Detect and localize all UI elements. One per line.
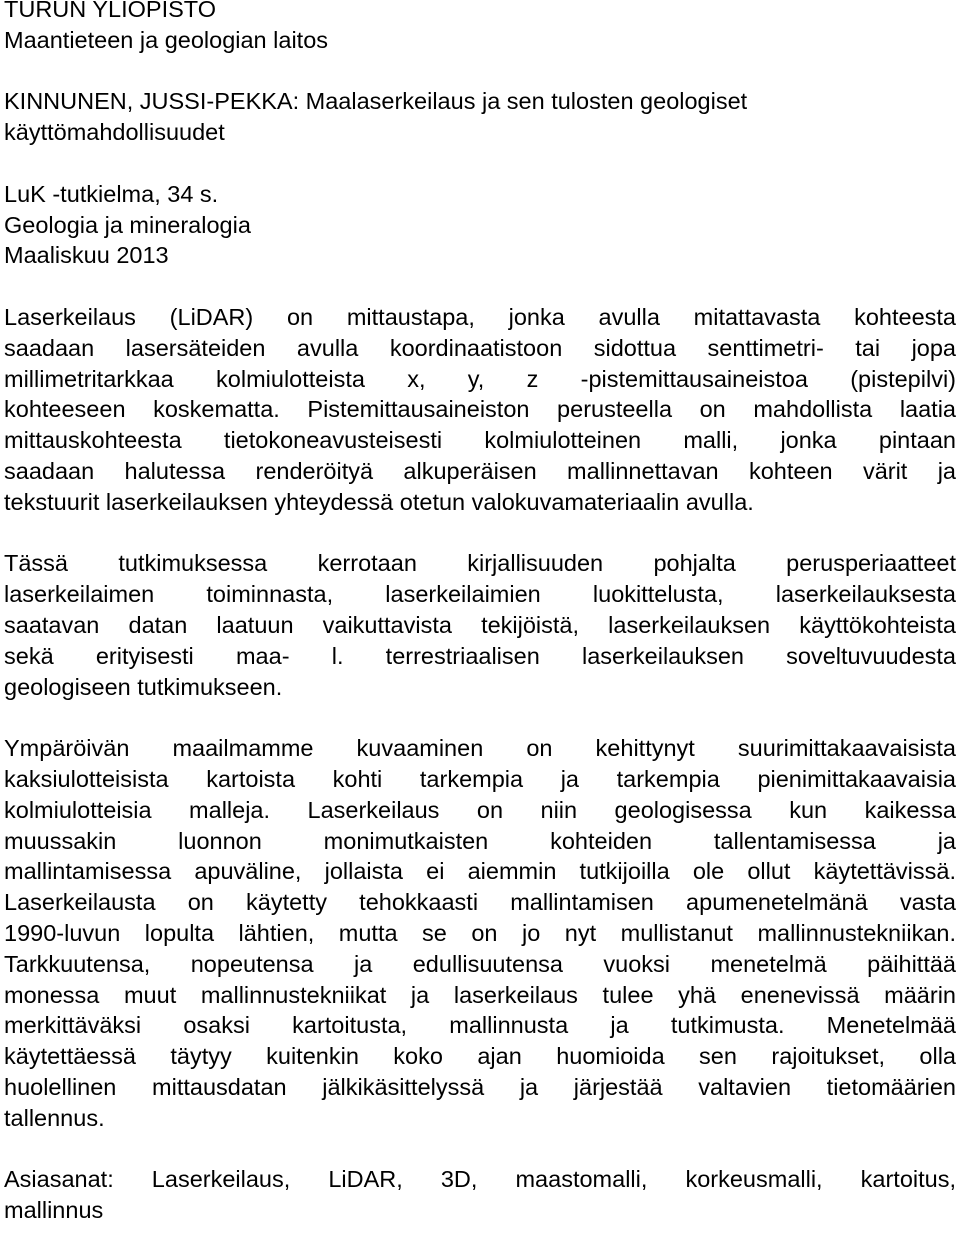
abstract-line: laserkeilaimen toiminnasta, laserkeilaimien luokittelusta, laserkeilauksesta <box>4 581 956 608</box>
abstract-line: Laserkeilaus (LiDAR) on mittaustapa, jonka avulla mitattavasta kohteesta <box>4 303 956 330</box>
keywords-block <box>4 1164 956 1226</box>
document-page <box>4 0 956 1226</box>
university-name: TURUN YLIOPISTO <box>4 0 216 22</box>
abstract-line: Ympäröivän maailmamme kuvaaminen on kehittynyt suurimittakaavaisista <box>4 735 956 762</box>
abstract-line: geologiseen tutkimukseen. <box>4 673 283 700</box>
abstract-paragraph-3 <box>4 733 956 1133</box>
abstract-line: muussakin luonnon monimutkaisten kohteiden tallentamisessa ja <box>4 827 956 854</box>
abstract-line: tekstuurit laserkeilauksen yhteydessä otetun valokuvamateriaalin avulla. <box>4 488 754 515</box>
author-title-line-2: käyttömahdollisuudet <box>4 119 225 146</box>
spacer <box>4 518 956 549</box>
spacer <box>4 148 956 179</box>
abstract-line: mallintamisessa apuväline, jollaista ei aiemmin tutkijoilla ole ollut käytettävissä. <box>4 858 956 885</box>
keywords-line: Asiasanat: Laserkeilaus, LiDAR, 3D, maastomalli, korkeusmalli, kartoitus, <box>4 1166 956 1193</box>
thesis-subject: Geologia ja mineralogia <box>4 211 251 238</box>
abstract-line: kohteeseen koskematta. Pistemittausaineiston perusteella on mahdollista laatia <box>4 396 956 423</box>
abstract-line: kolmiulotteisia malleja. Laserkeilaus on niin geologisessa kun kaikessa <box>4 796 956 823</box>
abstract-line: saadaan lasersäteiden avulla koordinaatistoon sidottua senttimetri- tai jopa <box>4 334 956 361</box>
department-name: Maantieteen ja geologian laitos <box>4 26 329 53</box>
abstract-line: millimetritarkkaa kolmiulotteista x, y, z -pistemittausaineistoa (pistepilvi) <box>4 365 956 392</box>
abstract-line: Tarkkuutensa, nopeutensa ja edullisuutensa vuoksi menetelmä päihittää <box>4 950 956 977</box>
abstract-line: mittauskohteesta tietokoneavusteisesti kolmiulotteinen malli, jonka pintaan <box>4 427 956 454</box>
spacer <box>4 702 956 733</box>
author-title-line-1: KINNUNEN, JUSSI-PEKKA: Maalaserkeilaus ja sen tulosten geologiset <box>4 88 748 115</box>
abstract-line: Laserkeilausta on käytetty tehokkaasti mallintamisen apumenetelmänä vasta <box>4 889 956 916</box>
thesis-date: Maaliskuu 2013 <box>4 242 169 269</box>
abstract-line: tallennus. <box>4 1104 105 1131</box>
spacer <box>4 56 956 87</box>
abstract-line: käytettäessä täytyy kuitenkin koko ajan huomioida sen rajoitukset, olla <box>4 1043 956 1070</box>
abstract-line: saatavan datan laatuun vaikuttavista tekijöistä, laserkeilauksen käyttökohteista <box>4 611 956 638</box>
abstract-paragraph-2 <box>4 548 956 702</box>
abstract-line: kaksiulotteisista kartoista kohti tarkempia ja tarkempia pienimittakaavaisia <box>4 765 956 792</box>
abstract-line: 1990-luvun lopulta lähtien, mutta se on jo nyt mullistanut mallinnustekniikan. <box>4 919 956 946</box>
abstract-line: saadaan halutessa renderöityä alkuperäisen mallinnettavan kohteen värit ja <box>4 457 956 484</box>
abstract-line: Tässä tutkimuksessa kerrotaan kirjallisuuden pohjalta perusperiaatteet <box>4 550 956 577</box>
spacer <box>4 271 956 302</box>
abstract-line: huolellinen mittausdatan jälkikäsittelyssä ja järjestää valtavien tietomäärien <box>4 1073 956 1100</box>
spacer <box>4 1133 956 1164</box>
abstract-line: sekä erityisesti maa- l. terrestriaalisen laserkeilauksen soveltuvuudesta <box>4 642 956 669</box>
thesis-type-pages: LuK -tutkielma, 34 s. <box>4 180 219 207</box>
abstract-line: merkittäväksi osaksi kartoitusta, mallinnusta ja tutkimusta. Menetelmää <box>4 1012 956 1039</box>
abstract-line: monessa muut mallinnustekniikat ja laserkeilaus tulee yhä enenevissä määrin <box>4 981 956 1008</box>
abstract-paragraph-1 <box>4 302 956 518</box>
keywords-line: mallinnus <box>4 1197 104 1224</box>
